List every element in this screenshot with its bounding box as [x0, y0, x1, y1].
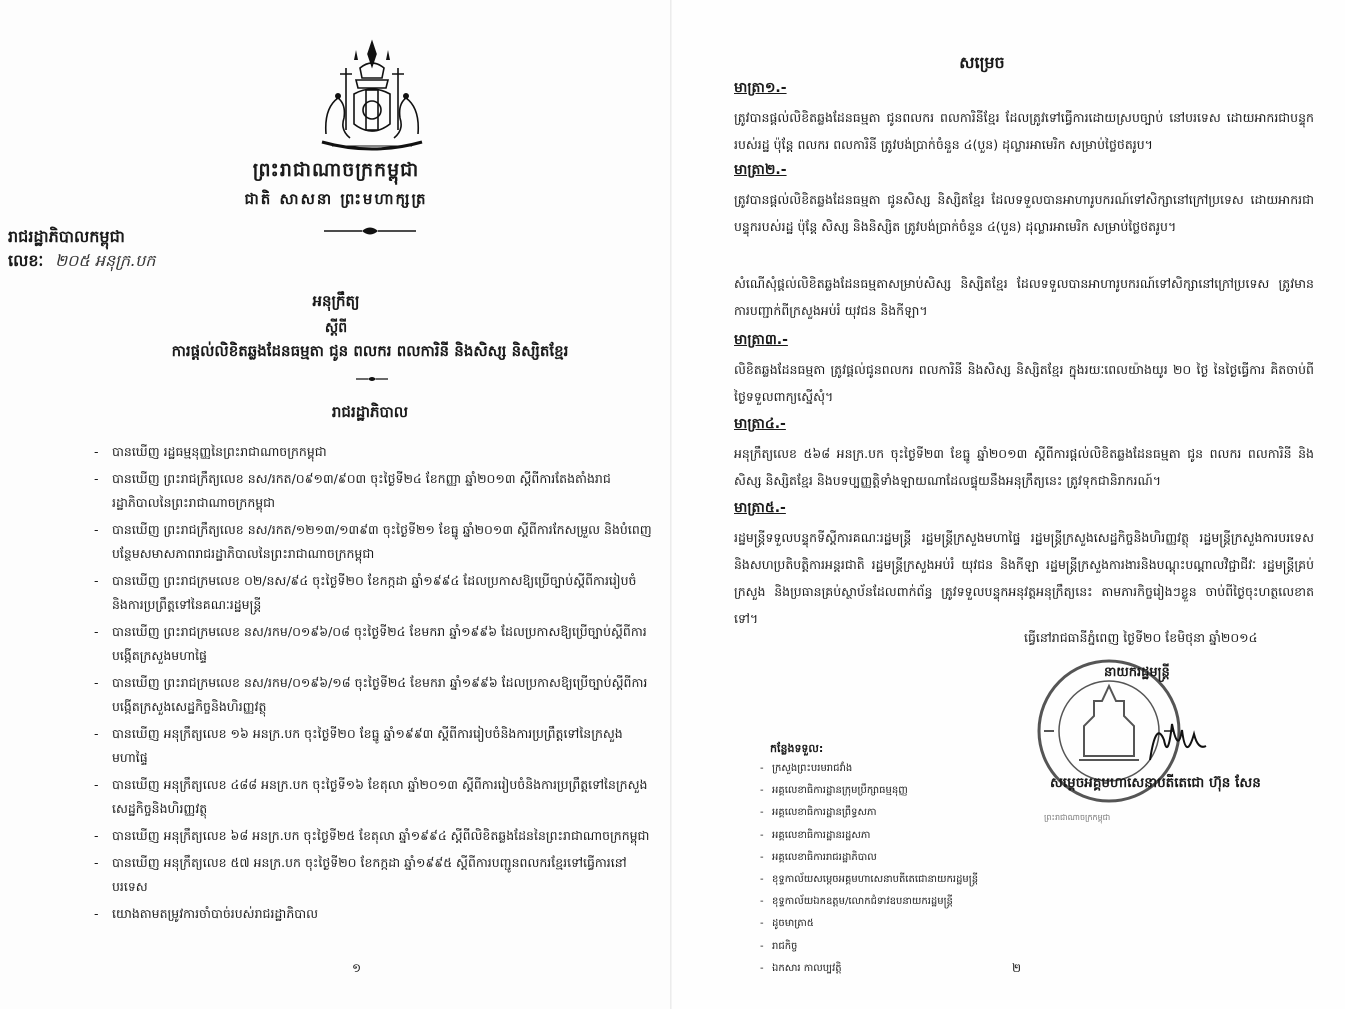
- divider-ornament-icon: [322, 226, 418, 236]
- article-4-body: អនុក្រឹត្យលេខ ៥៦៨ អនក្រ.បក ចុះថ្ងៃទី២៣ ខែធ្នូ ឆ្នាំ២០១៣ ស្ដីពីការផ្ដល់លិខិតឆ្លងដែនធម្មតា ជូន ពលករ ពលការិនី និងសិស្ស និស្សិតខ្មែរ និងបទប្បញ្ញត្តិទាំងឡាយណាដែលផ្ទុយនឹងអនុក្រឹត្យនេះ ត្រូវទុកជានិរាករណ៍។: [734, 446, 1314, 488]
- list-item: - បានឃើញ ព្រះរាជក្រឹត្យលេខ នស/រកត/១២១៣/១៣៩៣ ចុះថ្ងៃទី២១ ខែធ្នូ ឆ្នាំ២០១៣ ស្ដីពីការកែសម្រួល និងបំពេញបន្ថែមសមាសភាពរាជរដ្ឋាភិបាលនៃព្រះរាជាណាចក្រកម្ពុជា: [92, 518, 652, 566]
- reference-label: លេខៈ: [8, 251, 44, 270]
- national-motto: ជាតិ សាសនា ព្រះមហាក្សត្រ: [244, 190, 428, 208]
- distribution-heading: កន្លែងទទួល:: [770, 742, 824, 755]
- list-item: - អគ្គលេខាធិការដ្ឋានរដ្ឋសភា: [760, 825, 1040, 847]
- article-3-heading: មាត្រា៣.-: [734, 332, 788, 348]
- left-page: [0, 0, 672, 1009]
- government-header: រាជរដ្ឋាភិបាលកម្ពុជា: [8, 227, 125, 246]
- right-page: [672, 0, 1345, 1009]
- signer-name: សម្ដេចអគ្គមហាសេនាបតីតេជោ ហ៊ុន សែន: [1050, 775, 1261, 791]
- signing-date: ធ្វើនៅរាជធានីភ្នំពេញ ថ្ងៃទី២០ ខែមិថុនា ឆ្នាំ២០១៤: [1024, 630, 1258, 645]
- visa-list: [92, 440, 652, 929]
- article-2-body: ត្រូវបានផ្ដល់លិខិតឆ្លងដែនធម្មតា ជូនសិស្ស និស្សិតខ្មែរ ដែលទទួលបានអាហារូបករណ៍ទៅសិក្សានៅក្រៅប្រទេស ដោយអាករជាបន្ទុករបស់រដ្ឋ ប៉ុន្តែ សិស្ស និងនិស្សិត ត្រូវបង់ប្រាក់ចំនួន ៤(បួន) ដុល្លារអាមេរិក សម្រាប់ថ្លៃថតរូប។: [734, 192, 1314, 234]
- reference-number: [8, 250, 155, 274]
- list-item: - បានឃើញ ព្រះរាជក្រមលេខ នស/រកម/០១៩៦/០៨ ចុះថ្ងៃទី២៤ ខែមករា ឆ្នាំ១៩៩៦ ដែលប្រកាសឱ្យប្រើច្បាប់ស្ដីពីការបង្កើតក្រសួងមហាផ្ទៃ: [92, 620, 652, 668]
- royal-coat-of-arms-icon: [316, 38, 428, 156]
- issuer-title: រាជរដ្ឋាភិបាល: [331, 403, 409, 421]
- list-item: - អគ្គលេខាធិការដ្ឋានព្រឹទ្ធសភា: [760, 802, 1040, 824]
- page-number: ១: [352, 961, 362, 975]
- list-item: - ក្រសួងព្រះបរមរាជវាំង: [760, 758, 1040, 780]
- page-number: ២: [1012, 961, 1022, 975]
- signatory-title: នាយករដ្ឋមន្ត្រី: [1104, 665, 1170, 680]
- list-item: - អគ្គលេខាធិការដ្ឋានក្រុមប្រឹក្សាធម្មនុញ្ញ: [760, 780, 1040, 802]
- document-subject: ការផ្ដល់លិខិតឆ្លងដែនធម្មតា ជូន ពលករ ពលការិនី និងសិស្ស និស្សិតខ្មែរ: [171, 342, 569, 360]
- list-item: - រាជកិច្ច: [760, 936, 1040, 958]
- article-4-heading: មាត្រា៤.-: [734, 416, 786, 432]
- small-ornament-icon: [354, 375, 390, 383]
- article-3-body: លិខិតឆ្លងដែនធម្មតា ត្រូវផ្ដល់ជូនពលករ ពលការិនី និងសិស្ស និស្សិតខ្មែរ ក្នុងរយៈពេលយ៉ាងយូរ ២០ ថ្ងៃ នៃថ្ងៃធ្វើការ គិតចាប់ពីថ្ងៃទទួលពាក្យស្នើសុំ។: [734, 362, 1314, 404]
- list-item: - ខុទ្ទកាល័យឯកឧត្ដម/លោកជំទាវឧបនាយករដ្ឋមន្ត្រី: [760, 891, 1040, 913]
- list-item: - អគ្គលេខាធិការរាជរដ្ឋាភិបាល: [760, 847, 1040, 869]
- document-about: ស្ដីពី: [324, 320, 348, 336]
- list-item: - ខុទ្ទកាល័យសម្ដេចអគ្គមហាសេនាបតីតេជោនាយករដ្ឋមន្ត្រី: [760, 869, 1040, 891]
- kingdom-title: ព្រះរាជាណាចក្រកម្ពុជា: [252, 159, 420, 181]
- article-5-body: រដ្ឋមន្ត្រីទទួលបន្ទុកទីស្ដីការគណៈរដ្ឋមន្ត្រី រដ្ឋមន្ត្រីក្រសួងមហាផ្ទៃ រដ្ឋមន្ត្រីក្រសួងសេដ្ឋកិច្ចនិងហិរញ្ញវត្ថុ រដ្ឋមន្ត្រីក្រសួងការបរទេសនិងសហប្រតិបត្តិការអន្តរជាតិ រដ្ឋមន្ត្រីក្រសួងអប់រំ យុវជន និងកីឡា រដ្ឋមន្ត្រីក្រសួងការងារនិងបណ្ដុះបណ្ដាលវិជ្ជាជីវៈ រដ្ឋមន្ត្រីគ្រប់ក្រសួង និងប្រធានគ្រប់ស្ថាប័នដែលពាក់ព័ន្ធ ត្រូវទទួលបន្ទុកអនុវត្តអនុក្រឹត្យនេះ តាមភារកិច្ចរៀងៗខ្លួន ចាប់ពីថ្ងៃចុះហត្ថលេខាតទៅ។: [734, 530, 1314, 626]
- list-item: - បានឃើញ អនុក្រឹត្យលេខ ៤៨៨ អនក្រ.បក ចុះថ្ងៃទី១៦ ខែតុលា ឆ្នាំ២០១៣ ស្ដីពីការរៀបចំនិងការប្រព្រឹត្តទៅនៃក្រសួងសេដ្ឋកិច្ចនិងហិរញ្ញវត្ថុ: [92, 773, 652, 821]
- article-2-body-2: សំណើសុំផ្ដល់លិខិតឆ្លងដែនធម្មតាសម្រាប់សិស្ស និស្សិតខ្មែរ ដែលទទួលបានអាហារូបករណ៍ទៅសិក្សានៅក្រៅប្រទេស ត្រូវមានការបញ្ជាក់ពីក្រសួងអប់រំ យុវជន និងកីឡា។: [734, 276, 1314, 318]
- list-item: - បានឃើញ រដ្ឋធម្មនុញ្ញនៃព្រះរាជាណាចក្រកម្ពុជា: [92, 440, 652, 464]
- list-item: - យោងតាមតម្រូវការចាំបាច់របស់រាជរដ្ឋាភិបាល: [92, 902, 652, 926]
- distribution-list: [760, 758, 1040, 980]
- list-item: - ដូចមាត្រា៥: [760, 913, 1040, 935]
- article-2-heading: មាត្រា២.-: [734, 162, 787, 178]
- list-item: - បានឃើញ អនុក្រឹត្យលេខ ៦៨ អនក្រ.បក ចុះថ្ងៃទី២៥ ខែតុលា ឆ្នាំ១៩៩៤ ស្ដីពីលិខិតឆ្លងដែននៃព្រះរាជាណាចក្រកម្ពុជា: [92, 824, 652, 848]
- signature-icon: [1142, 710, 1212, 770]
- list-item: - បានឃើញ ព្រះរាជក្រមលេខ ០២/នស/៩៤ ចុះថ្ងៃទី២០ ខែកក្កដា ឆ្នាំ១៩៩៤ ដែលប្រកាសឱ្យប្រើច្បាប់ស្ដីពីការរៀបចំនិងការប្រព្រឹត្តទៅនៃគណៈរដ្ឋមន្ត្រី: [92, 569, 652, 617]
- list-item: - បានឃើញ អនុក្រឹត្យលេខ ១៦ អនក្រ.បក ចុះថ្ងៃទី២០ ខែធ្នូ ឆ្នាំ១៩៩៣ ស្ដីពីការរៀបចំនិងការប្រព្រឹត្តទៅនៃក្រសួងមហាផ្ទៃ: [92, 722, 652, 770]
- list-item: - ឯកសារ កាលប្បវត្តិ: [760, 958, 1040, 980]
- article-5-heading: មាត្រា៥.-: [734, 500, 786, 516]
- reference-value: ២០៥ អនុក្រ.បក: [54, 251, 156, 270]
- article-1-heading: មាត្រា១.-: [734, 80, 787, 96]
- list-item: - បានឃើញ ព្រះរាជក្រមលេខ នស/រកម/០១៩៦/១៨ ចុះថ្ងៃទី២៤ ខែមករា ឆ្នាំ១៩៩៦ ដែលប្រកាសឱ្យប្រើច្បាប់ស្ដីពីការបង្កើតក្រសួងសេដ្ឋកិច្ចនិងហិរញ្ញវត្ថុ: [92, 671, 652, 719]
- seal-text: ព្រះរាជាណាចក្រកម្ពុជា: [1044, 813, 1111, 822]
- list-item: - បានឃើញ អនុក្រឹត្យលេខ ៥៧ អនក្រ.បក ចុះថ្ងៃទី២០ ខែកក្កដា ឆ្នាំ១៩៩៥ ស្ដីពីការបញ្ជូនពលករខ្មែរទៅធ្វើការនៅបរទេស: [92, 851, 652, 899]
- document-type: អនុក្រឹត្យ: [312, 292, 360, 310]
- list-item: - បានឃើញ ព្រះរាជក្រឹត្យលេខ នស/រកត/០៩១៣/៩០៣ ចុះថ្ងៃទី២៤ ខែកញ្ញា ឆ្នាំ២០១៣ ស្ដីពីការតែងតាំងរាជរដ្ឋាភិបាលនៃព្រះរាជាណាចក្រកម្ពុជា: [92, 467, 652, 515]
- article-1-body: ត្រូវបានផ្ដល់លិខិតឆ្លងដែនធម្មតា ជូនពលករ ពលការិនីខ្មែរ ដែលត្រូវទៅធ្វើការដោយស្របច្បាប់ នៅបរទេស ដោយអាករជាបន្ទុករបស់រដ្ឋ ប៉ុន្តែ ពលករ ពលការិនី ត្រូវបង់ប្រាក់ចំនួន ៤(បួន) ដុល្លារអាមេរិក សម្រាប់ថ្លៃថតរូប។: [734, 110, 1314, 152]
- decision-title: សម្រេច: [959, 53, 1005, 72]
